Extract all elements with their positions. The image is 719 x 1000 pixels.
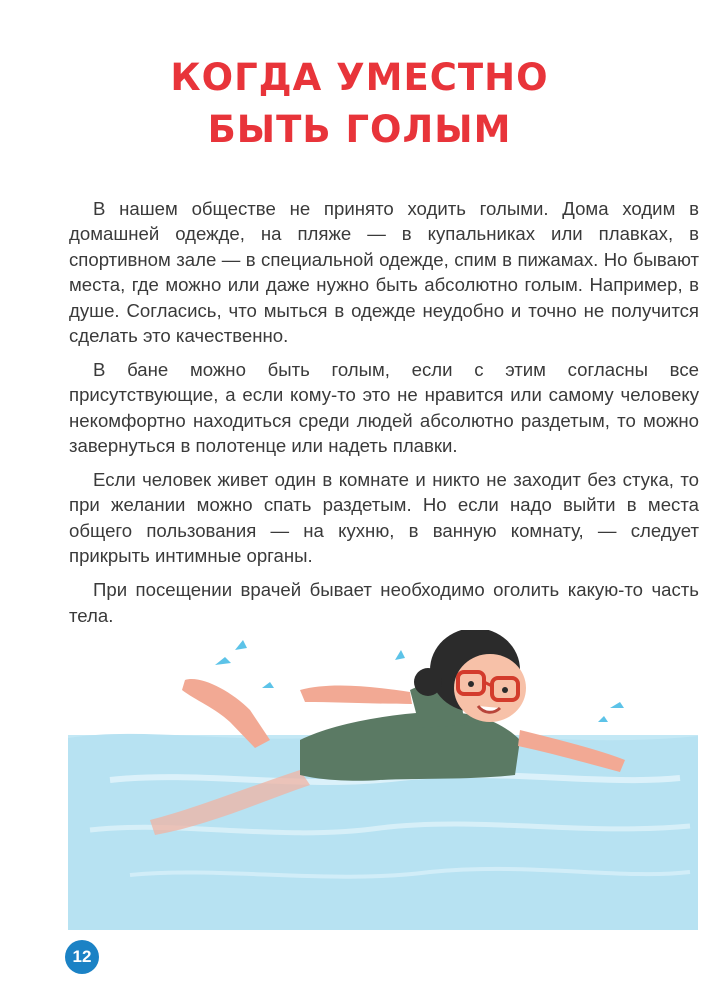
splash (262, 682, 274, 688)
article-body (69, 196, 699, 637)
splash (235, 640, 247, 650)
paragraph: В бане можно быть голым, если с этим согласны все присутствующие, а если кому-то это не нравится или самому человеку некомфортно находиться среди людей абсолютно раздетым, то можно завернуться в полотенце или надеть плавки. (69, 358, 699, 457)
paragraph: Если человек живет один в комнате и никто не заходит без стука, то при желании можно спать раздетым. Но если надо выйти в места общего пользования — на кухню, в ванную комнату, — следует прикрыть интимные органы. (69, 469, 699, 567)
page-number-badge: 12 (65, 940, 99, 974)
title-line-2: БЫТЬ ГОЛЫМ (207, 108, 512, 151)
splash (610, 702, 624, 708)
title-line-1: КОГДА УМЕСТНО (170, 56, 549, 99)
page-title (0, 52, 719, 156)
splash (395, 650, 405, 660)
hair-bun (414, 668, 442, 696)
splash (598, 716, 608, 722)
arm-extended (300, 686, 412, 704)
paragraph: В нашем обществе не принято ходить голыми. Дома ходим в домашней одежде, на пляже — в купальниках или плавках, в спортивном зале — в специальной одежде, спим в пижамах. Но бывают места, где можно или даже нужно быть абсолютно голым. Например, в душе. Согласись, что мыться в одежде неудобно и точно не получится сделать это качественно. (69, 198, 699, 347)
girl-swimming-illustration (0, 630, 719, 930)
paragraph: При посещении врачей бывает необходимо оголить какую-то часть тела. (69, 579, 699, 626)
swimsuit (300, 712, 520, 781)
splash (215, 657, 231, 665)
